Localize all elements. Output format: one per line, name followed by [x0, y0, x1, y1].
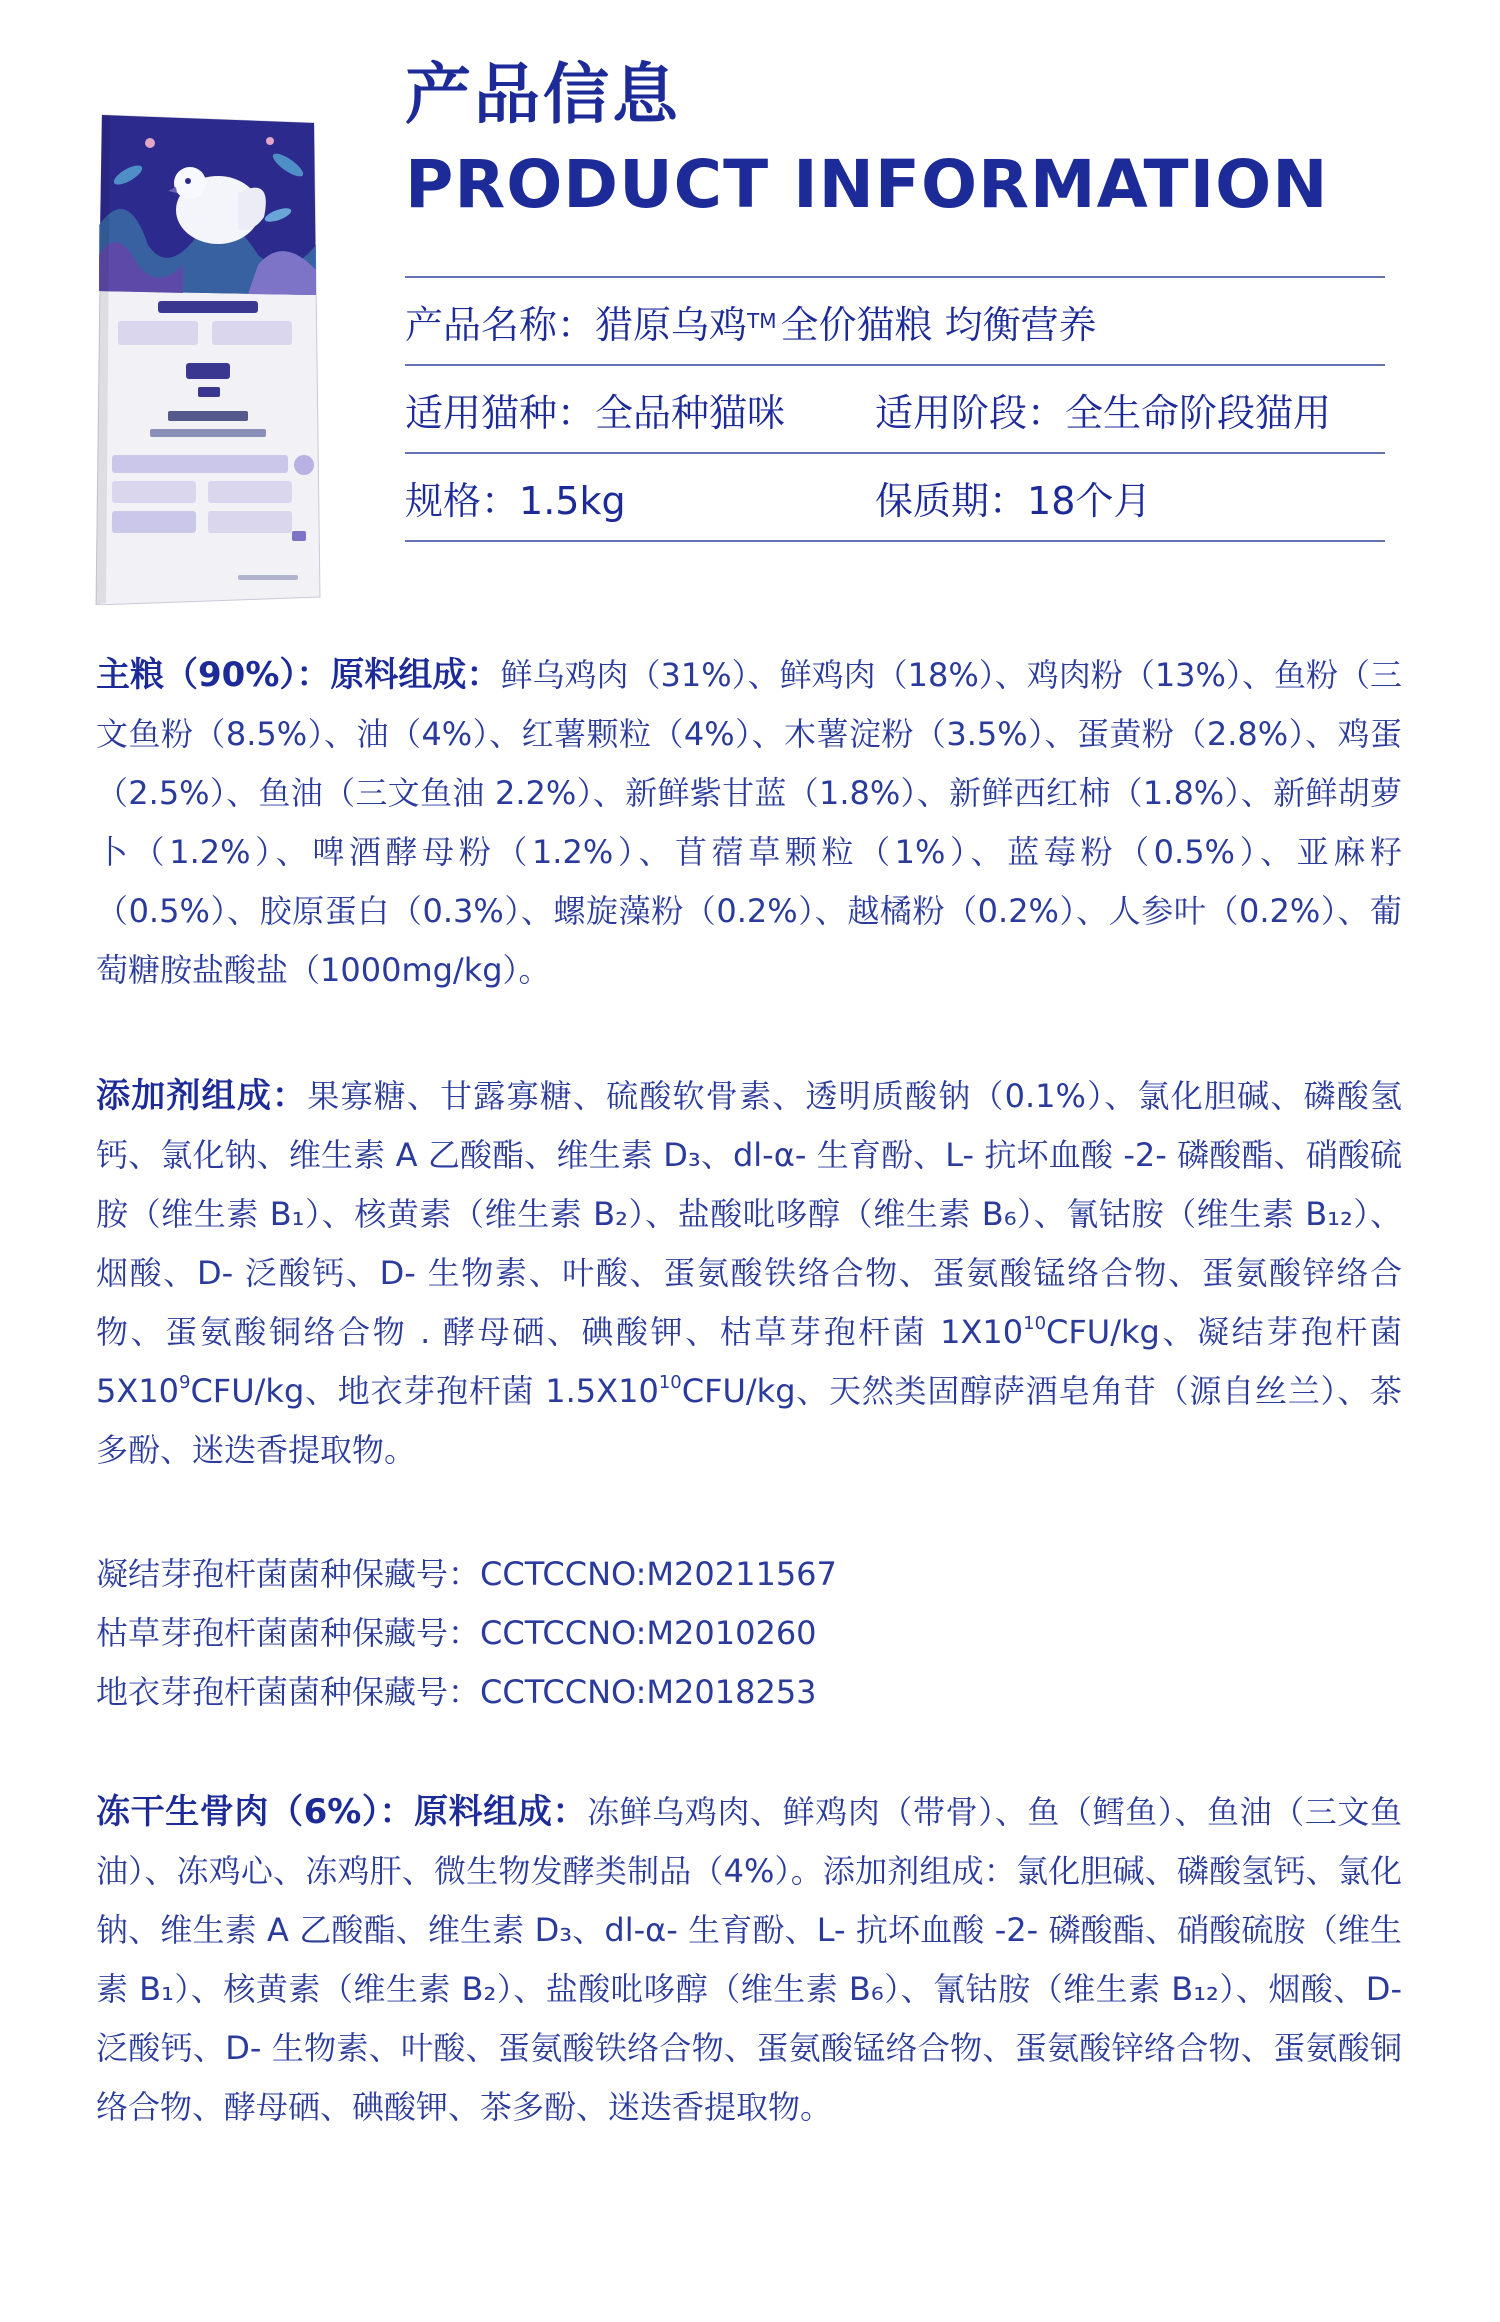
trademark-mark: TM — [747, 309, 777, 333]
additives-text-3: CFU/kg、地衣芽孢杆菌 1.5X10 — [190, 1372, 659, 1410]
strain-line-licheniformis — [96, 1663, 1402, 1722]
shelf-life-label: 保质期： — [875, 478, 1028, 523]
page-title-en: PRODUCT INFORMATION — [405, 146, 1329, 223]
main-food-text: 鲜乌鸡肉（31%）、鲜鸡肉（18%）、鸡肉粉（13%）、鱼粉（三文鱼粉（8.5%）、油（4%）、红薯颗粒（4%）、木薯淀粉（3.5%）、蛋黄粉（2.8%）、鸡蛋（2.5%）、鱼油（三文鱼油 2.2%）、新鲜紫甘蓝（1.8%）、新鲜西红柿（1.8%）、新鲜胡萝卜（1.2%）、啤酒酵母粉（1.2%）、苜蓿草颗粒（1%）、蓝莓粉（0.5%）、亚麻籽（0.5%）、胶原蛋白（0.3%）、螺旋藻粉（0.2%）、越橘粉（0.2%）、人参叶（0.2%）、葡萄糖胺盐酸盐（1000mg/kg）。 — [96, 656, 1402, 989]
strain-label: 凝结芽孢杆菌菌种保藏号： — [96, 1555, 481, 1593]
breed-label: 适用猫种： — [405, 390, 596, 435]
freeze-dried-text: 冻鲜乌鸡肉、鲜鸡肉（带骨）、鱼（鳕鱼）、鱼油（三文鱼油）、冻鸡心、冻鸡肝、微生物发酵类制品（4%）。添加剂组成：氯化胆碱、磷酸氢钙、氯化钠、维生素 A 乙酸酯、维生素 D₃、dl-α- 生育酚、L- 抗坏血酸 -2- 磷酸酯、硝酸硫胺（维生素 B₁）、核黄素（维生素 B₂）、盐酸吡哆醇（维生素 B₆）、氰钴胺（维生素 B₁₂）、烟酸、D- 泛酸钙、D- 生物素、叶酸、蛋氨酸铁络合物、蛋氨酸锰络合物、蛋氨酸锌络合物、蛋氨酸铜络合物、酵母硒、碘酸钾、茶多酚、迷迭香提取物。 — [96, 1793, 1402, 2126]
shelf-life-value: 18个月 — [1027, 478, 1152, 523]
spec-cell — [405, 470, 875, 525]
freeze-dried-section — [96, 1783, 1402, 2137]
exponent-3: 10 — [658, 1372, 682, 1393]
info-row-breed-stage — [405, 364, 1385, 452]
strain-value: CCTCCNO:M20211567 — [480, 1555, 837, 1593]
main-food-lead: 主粮（90%）：原料组成： — [96, 655, 501, 695]
breed-value: 全品种猫咪 — [595, 390, 786, 435]
spec-value: 1.5kg — [519, 478, 626, 523]
strain-value: CCTCCNO:M2018253 — [480, 1673, 817, 1711]
page-title-cn: 产品信息 — [405, 56, 681, 133]
strain-label: 枯草芽孢杆菌菌种保藏号： — [96, 1614, 481, 1652]
stage-value: 全生命阶段猫用 — [1065, 390, 1332, 435]
strain-label: 地衣芽孢杆菌菌种保藏号： — [96, 1673, 481, 1711]
additives-section — [96, 1067, 1402, 1480]
additives-text-1: 果寡糖、甘露寡糖、硫酸软骨素、透明质酸钠（0.1%）、氯化胆碱、磷酸氢钙、氯化钠、维生素 A 乙酸酯、维生素 D₃、dl-α- 生育酚、L- 抗坏血酸 -2- 磷酸酯、硝酸硫胺（维生素 B₁）、核黄素（维生素 B₂）、盐酸吡哆醇（维生素 B₆）、氰钴胺（维生素 B₁₂）、烟酸、D- 泛酸钙、D- 生物素、叶酸、蛋氨酸铁络合物、蛋氨酸锰络合物、蛋氨酸锌络合物、蛋氨酸铜络合物 . 酵母硒、碘酸钾、枯草芽孢杆菌 1X10 — [96, 1077, 1402, 1351]
product-package-image — [88, 105, 328, 605]
additives-text-2: CFU/kg、凝结芽孢杆菌 5X10 — [96, 1313, 1402, 1410]
shelf-life-cell — [875, 470, 1151, 525]
spec-label: 规格： — [405, 478, 520, 523]
stage-cell — [875, 382, 1331, 437]
strain-line-coagulans — [96, 1545, 1402, 1604]
additives-lead: 添加剂组成： — [96, 1076, 308, 1116]
product-name-suffix: 全价猫粮 均衡营养 — [780, 302, 1097, 347]
strain-line-subtilis — [96, 1604, 1402, 1663]
exponent-2: 9 — [179, 1372, 191, 1393]
strain-value: CCTCCNO:M2010260 — [480, 1614, 817, 1652]
info-row-product-name — [405, 276, 1385, 364]
breed-cell — [405, 382, 875, 437]
additives-text-4: CFU/kg、天然类固醇萨酒皂角苷（源自丝兰）、茶多酚、迷迭香提取物。 — [96, 1372, 1402, 1469]
product-info-table — [405, 276, 1385, 542]
product-name-label: 产品名称： — [405, 302, 596, 347]
exponent-1: 10 — [1023, 1313, 1047, 1334]
strain-deposit-numbers — [96, 1545, 1402, 1722]
main-food-ingredients — [96, 646, 1402, 1000]
stage-label: 适用阶段： — [875, 390, 1066, 435]
info-row-spec-shelf-life — [405, 452, 1385, 542]
product-name-value: 猎原乌鸡 — [595, 302, 748, 347]
freeze-dried-lead: 冻干生骨肉（6%）：原料组成： — [96, 1792, 588, 1832]
